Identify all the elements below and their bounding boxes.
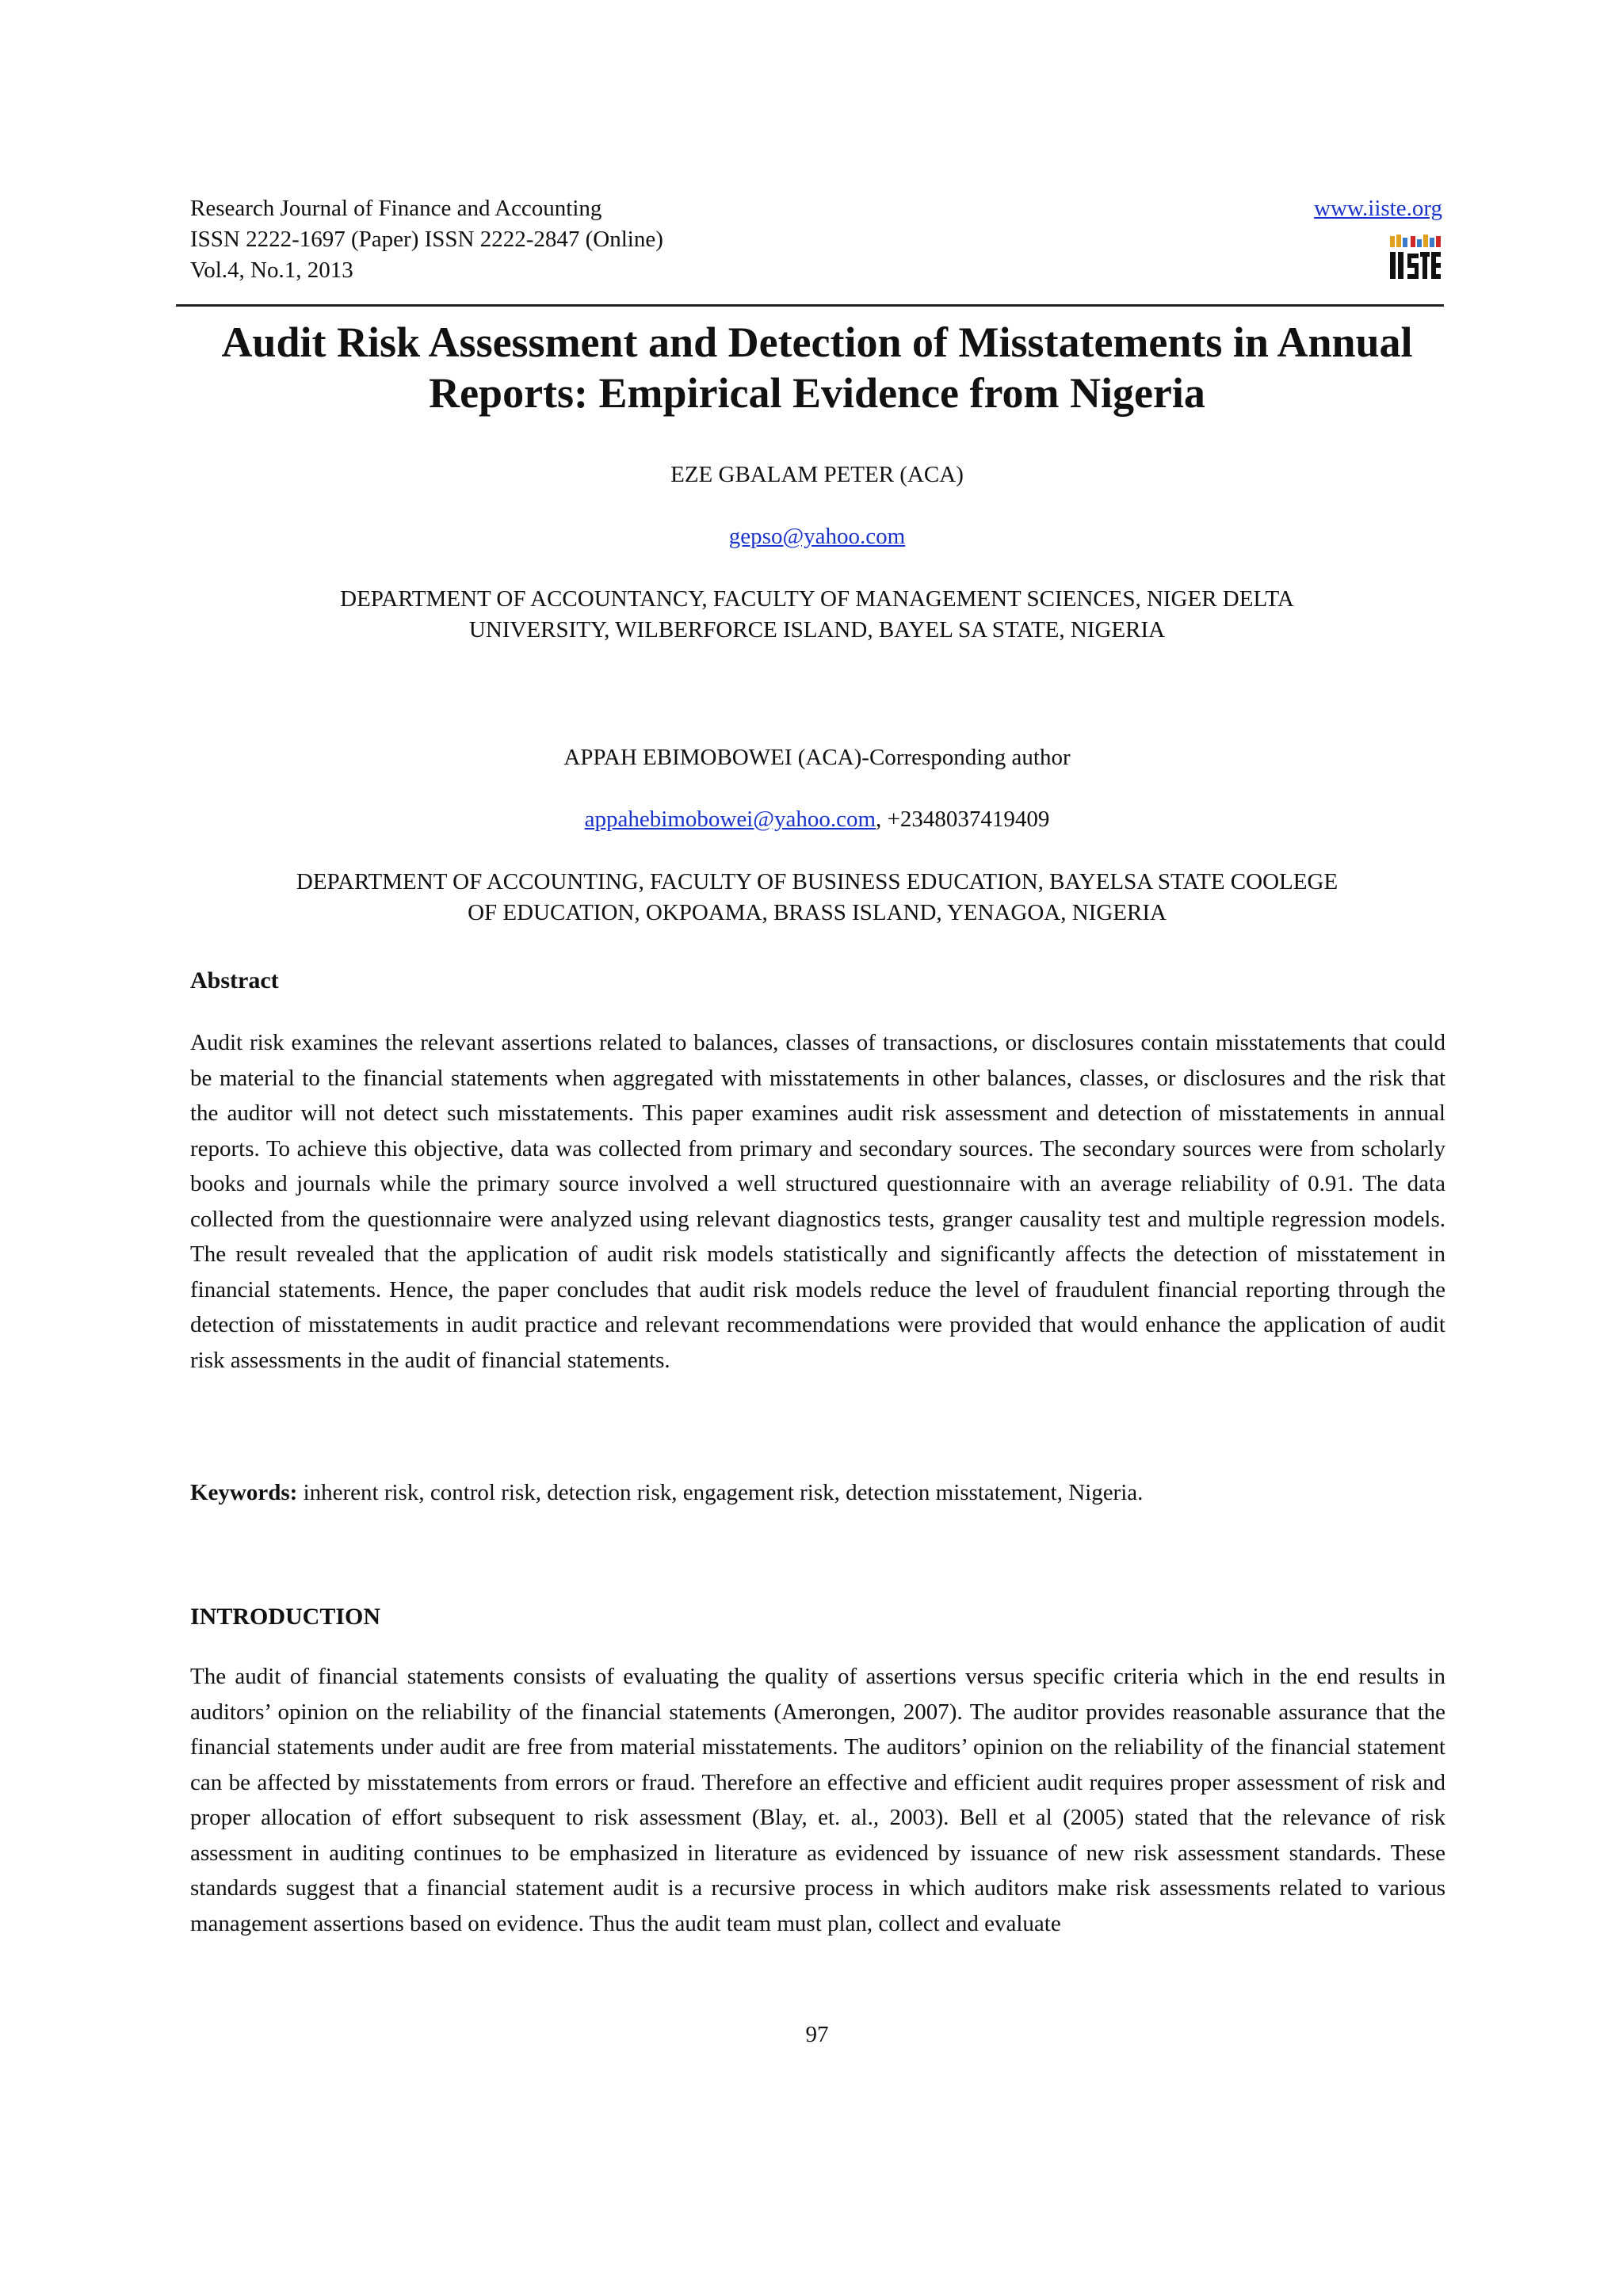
- introduction-heading: INTRODUCTION: [190, 1604, 381, 1630]
- journal-info: [190, 193, 1442, 286]
- author-2-affiliation-line-1: DEPARTMENT OF ACCOUNTING, FACULTY OF BUSINESS EDUCATION, BAYELSA STATE COOLEGE: [296, 869, 1338, 894]
- author-1-affiliation-line-1: DEPARTMENT OF ACCOUNTANCY, FACULTY OF MANAGEMENT SCIENCES, NIGER DELTA: [340, 586, 1294, 612]
- author-2-affiliation: [190, 867, 1444, 929]
- author-2-contact-line: [190, 804, 1444, 835]
- paper-title: [190, 317, 1444, 418]
- author-1-affiliation-line-2: UNIVERSITY, WILBERFORCE ISLAND, BAYEL SA STATE, NIGERIA: [468, 617, 1166, 643]
- iiste-logo-icon: [1388, 233, 1442, 282]
- keywords-text: inherent risk, control risk, detection risk, engagement risk, detection misstatement, Nigeria.: [297, 1480, 1144, 1505]
- paper-title-line-1: Audit Risk Assessment and Detection of Misstatements in Annual: [221, 318, 1413, 366]
- author-1-email-line: [190, 521, 1444, 552]
- journal-issn: ISSN 2222-1697 (Paper) ISSN 2222-2847 (Online): [190, 227, 663, 252]
- journal-volume: Vol.4, No.1, 2013: [190, 257, 353, 283]
- abstract-text: Audit risk examines the relevant assertions related to balances, classes of transactions, or disclosures contain misstatements that could be material to the financial statements when aggregated with misstatements in other balances, classes, or disclosures and the risk that the auditor will not detect such misstatements. This paper examines audit risk assessment and detection of misstatements in annual reports. To achieve this objective, data was collected from primary and secondary sources. The secondary sources were from scholarly books and journals while the primary source involved a well structured questionnaire with an average reliability of 0.91. The data collected from the questionnaire were analyzed using relevant diagnostics tests, granger causality test and multiple regression models. The result revealed that the application of audit risk models statistically and significantly affects the detection of misstatement in financial statements. Hence, the paper concludes that audit risk models reduce the level of fraudulent financial reporting through the detection of misstatements in audit practice and relevant recommendations were provided that would enhance the application of audit risk assessments in the audit of financial statements.: [190, 1030, 1445, 1373]
- journal-name: Research Journal of Finance and Accounting: [190, 196, 602, 221]
- author-1-name: EZE GBALAM PETER (ACA): [670, 462, 964, 487]
- page-number: 97: [805, 2022, 829, 2047]
- keywords-label: Keywords:: [190, 1480, 298, 1505]
- paper-title-line-2: Reports: Empirical Evidence from Nigeria: [429, 369, 1205, 417]
- journal-url-link[interactable]: www.iiste.org: [1314, 196, 1442, 221]
- author-2-affiliation-line-2: OF EDUCATION, OKPOAMA, BRASS ISLAND, YENAGOA, NIGERIA: [468, 900, 1167, 925]
- introduction-text: The audit of financial statements consists of evaluating the quality of assertions versus specific criteria which in the end results in auditors’ opinion on the reliability of the financial statements (Amerongen, 2007). The auditor provides reasonable assurance that the financial statements under audit are free from material misstatements. The auditors’ opinion on the reliability of the financial statement can be affected by misstatements from errors or fraud. Therefore an effective and efficient audit requires proper assessment of risk and proper allocation of effort subsequent to risk assessment (Blay, et. al., 2003). Bell et al (2005) stated that the relevance of risk assessment in auditing continues to be emphasized in literature as evidenced by issuance of new risk assessment standards. These standards suggest that a financial statement audit is a recursive process in which auditors make risk assessments related to various management assertions based on evidence. Thus the audit team must plan, collect and evaluate: [190, 1664, 1445, 1936]
- keywords-line: [190, 1475, 1445, 1511]
- header-divider: [176, 304, 1444, 307]
- abstract-heading: Abstract: [190, 967, 279, 994]
- journal-header: [190, 193, 1442, 286]
- author-2-email-link[interactable]: appahebimobowei@yahoo.com: [584, 807, 876, 832]
- author-2-name: APPAH EBIMOBOWEI (ACA)-Corresponding author: [563, 745, 1071, 770]
- author-1-affiliation: [190, 584, 1444, 646]
- author-1-email-link[interactable]: gepso@yahoo.com: [728, 524, 906, 549]
- author-2-phone: , +2348037419409: [876, 807, 1050, 832]
